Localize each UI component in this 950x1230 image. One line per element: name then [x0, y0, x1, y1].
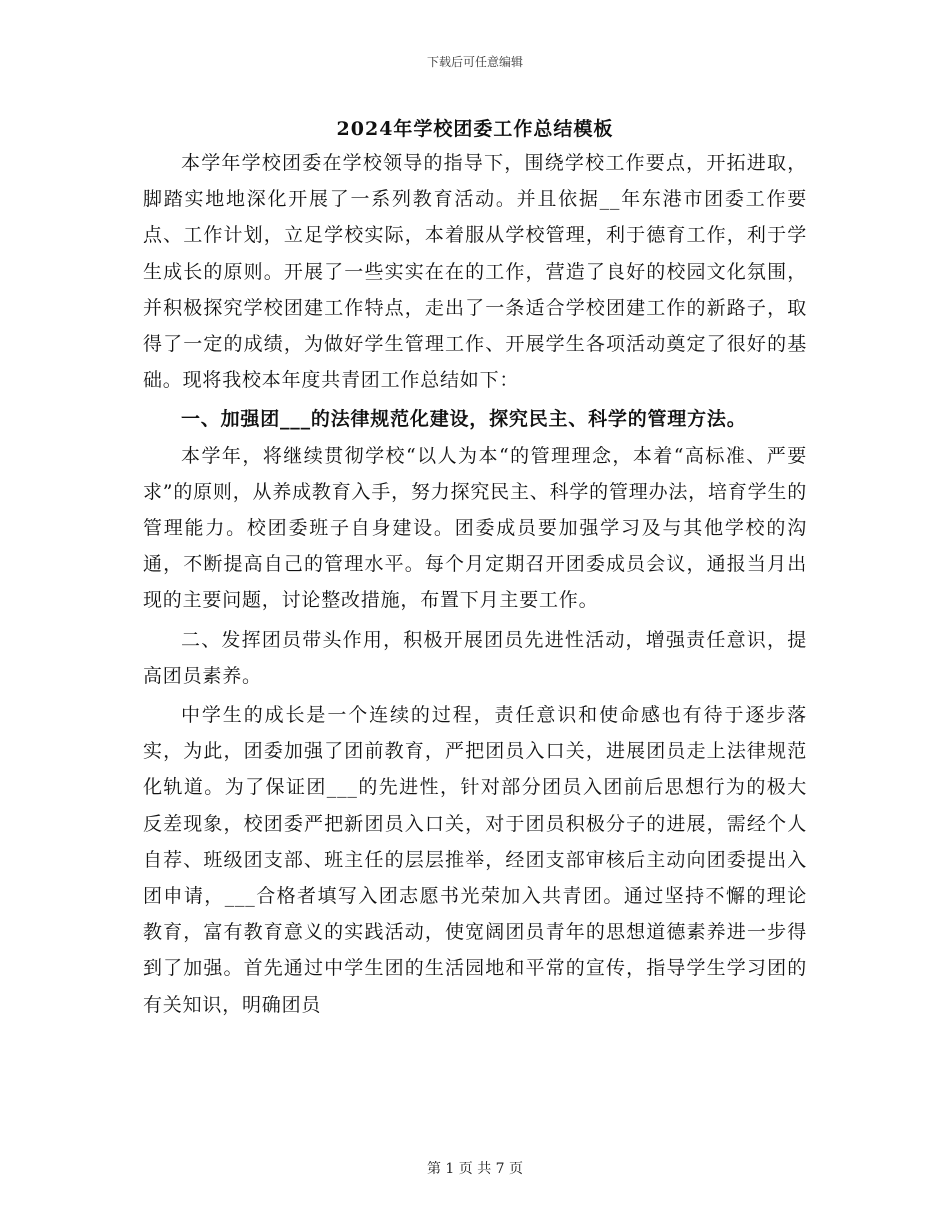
section-heading-2: 二、发挥团员带头作用，积极开展团员先进性活动，增强责任意识，提高团员素养。 [143, 628, 807, 687]
page-footer-number: 第 1 页 共 7 页 [426, 1161, 524, 1177]
document-title: 2024年学校团委工作总结模板 [336, 118, 614, 140]
paragraph-section-2: 中学生的成长是一个连续的过程，责任意识和使命感也有待于逐步落实，为此，团委加强了团前教育，严把团员入口关，进展团员走上法律规范化轨道。为了保证团___的先进性，针对部分团员入团前后思想行为的极大反差现象，校团委严把新团员入口关，对于团员积极分子的进展，需经个人自荐、班级团支部、班主任的层层推举，经团支部审核后主动向团委提出入团申请，___合格者填写入团志愿书光荣加入共青团。通过坚持不懈的理论教育，富有教育意义的实践活动，使宽阔团员青年的思想道德素养进一步得到了加强。首先通过中学生团的生活园地和平常的宣传，指导学生学习团的有关知识，明确团员 [143, 704, 807, 1016]
document-body [143, 145, 807, 1023]
section-heading-1: 一、加强团___的法律规范化建设，探究民主、科学的管理方法。 [181, 408, 747, 431]
paragraph-intro: 本学年学校团委在学校领导的指导下，围绕学校工作要点，开拓进取，脚踏实地地深化开展了一系列教育活动。并且依据__年东港市团委工作要点、工作计划，立足学校实际，本着服从学校管理，利于德育工作，利于学生成长的原则。开展了一些实实在在的工作，营造了良好的校园文化氛围，并积极探究学校团建工作特点，走出了一条适合学校团建工作的新路子，取得了一定的成绩，为做好学生管理工作、开展学生各项活动奠定了很好的基础。现将我校本年度共青团工作总结如下： [143, 152, 807, 392]
paragraph-section-1: 本学年，将继续贯彻学校“以人为本“的管理理念，本着“高标准、严要求”的原则，从养成教育入手，努力探究民主、科学的管理办法，培育学生的管理能力。校团委班子自身建设。团委成员要加强学习及与其他学校的沟通，不断提高自己的管理水平。每个月定期召开团委成员会议，通报当月出现的主要问题，讨论整改措施，布置下月主要工作。 [143, 444, 807, 612]
page-header-note: 下载后可任意编辑 [426, 55, 523, 69]
